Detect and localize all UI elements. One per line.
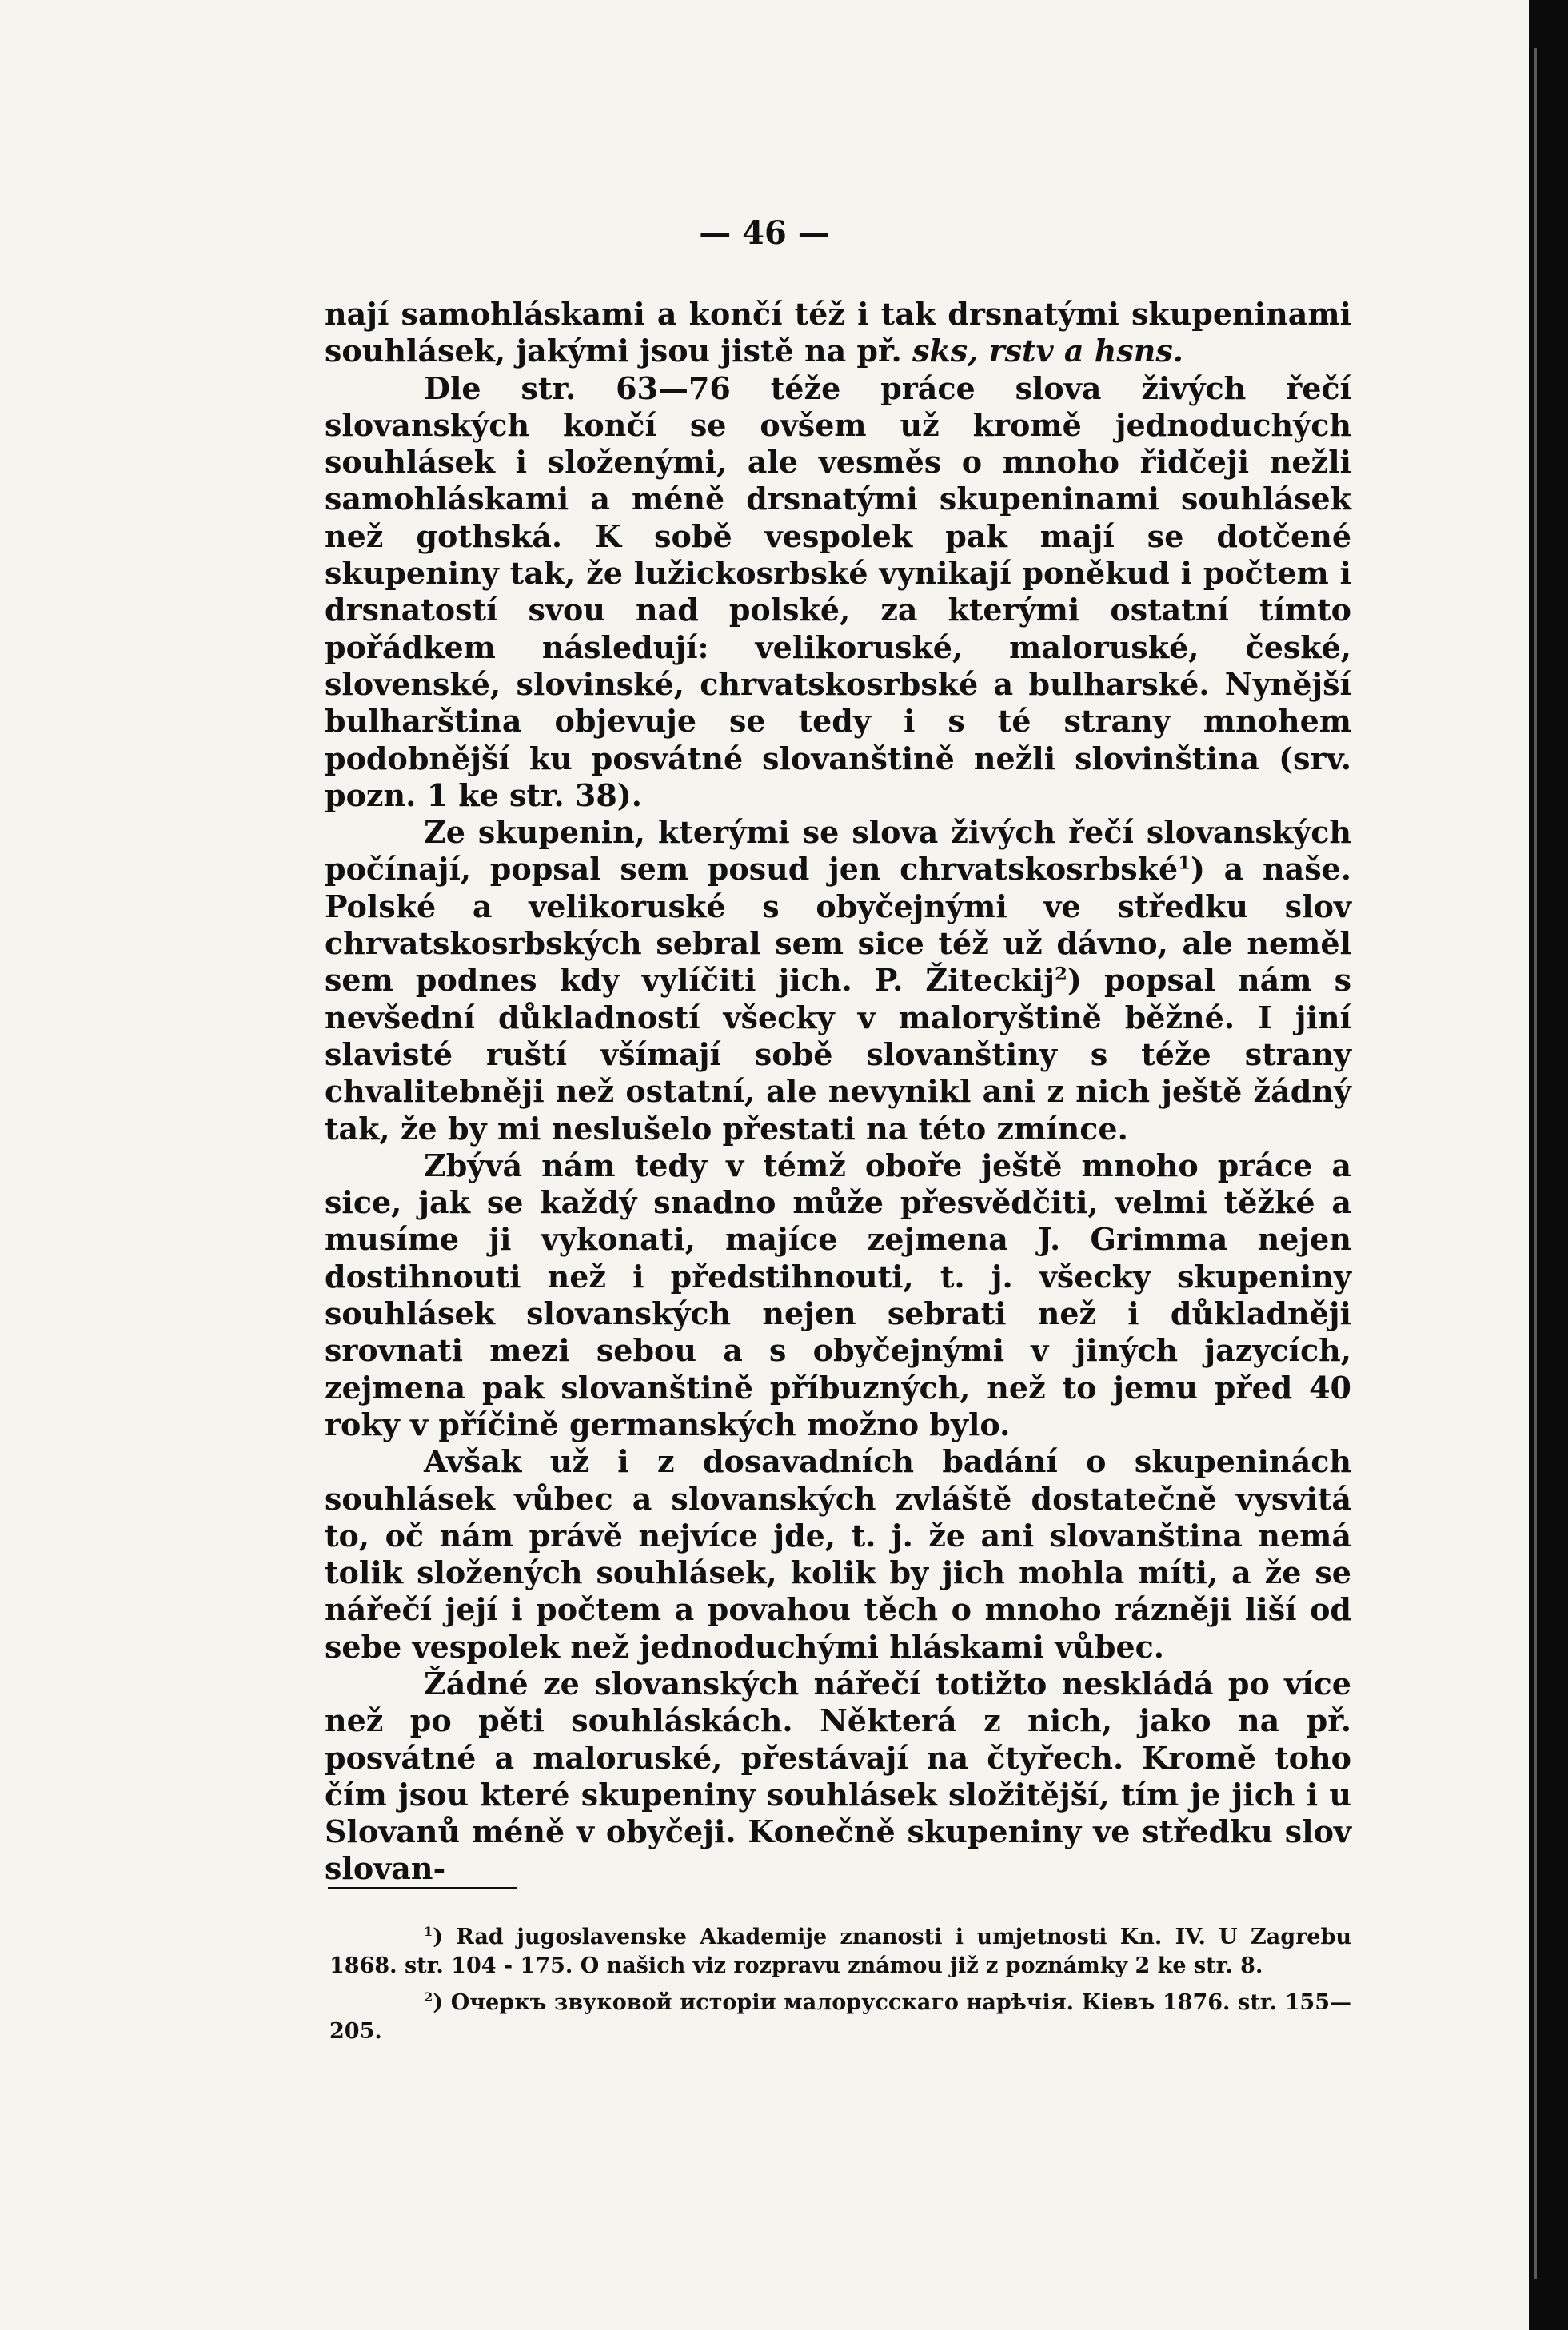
paragraph-3-text-start: Ze skupenin, kterými se slova živých řečí slovanských počínají, popsal sem posud jen chrvatskosrbské	[325, 814, 1351, 888]
paragraph-4: Zbývá nám tedy v témž oboře ještě mnoho práce a sice, jak se každý snadno může přesvědčiti, velmi těžké a musíme ji vykonati, majíce zejmena J. Grimma nejen dostihnouti než i předstihnouti, t. j. všecky skupeniny souhlásek slovanských nejen sebrati než i důkladněji srovnati mezi sebou a s obyčejnými v jiných jazycích, zejmena pak slovanštině příbuzných, než to jemu před 40 roky v příčině germanských možno bylo.	[325, 1147, 1351, 1442]
paragraph-1-text: nají samohláskami a končí též i tak drsnatými skupeninami souhlásek, jakými jsou jistě na př.	[325, 296, 1351, 369]
footnote-1-text: ) Rad jugoslavenske Akademije znanosti i umjetnosti Kn. IV. U Zagrebu 1868. str. 104 - 175. O našich viz rozpravu známou již z poznámky 2 ke str. 8.	[329, 1925, 1351, 1978]
footnote-ref-2: 2	[1054, 964, 1067, 985]
paragraph-1-italic-examples: sks, rstv a hsns.	[912, 333, 1183, 369]
paragraph-5: Avšak už i z dosavadních badání o skupeninách souhlásek vůbec a slovanských zvláště dostatečně vysvitá to, oč nám právě nejvíce jde, t. j. že ani slovanština nemá tolik složených souhlásek, kolik by jich mohla míti, a že se nářečí její i počtem a povahou těch o mnoho rázněji liší od sebe vespolek než jednoduchými hláskami vůbec.	[325, 1443, 1351, 1665]
paragraph-2: Dle str. 63—76 téže práce slova živých řečí slovanských končí se ovšem už kromě jednoduchých souhlásek i složenými, ale vesměs o mnoho řidčeji nežli samohláskami a méně drsnatými skupeninami souhlásek než gothská. K sobě vespolek pak mají se dotčené skupeniny tak, že lužickosrbské vynikají poněkud i počtem i drsnatostí svou nad polské, za kterými ostatní tímto pořádkem následují: velikoruské, maloruské, české, slovenské, slovinské, chrvatskosrbské a bulharské. Nynější bulharština objevuje se tedy i s té strany mnohem podobnější ku posvátné slovanštině nežli slovinština (srv. pozn. 1 ke str. 38).	[325, 369, 1351, 813]
page-number: — 46 —	[699, 214, 830, 252]
footnote-2	[329, 1989, 1351, 2046]
paragraph-6: Žádné ze slovanských nářečí totižto neskládá po více než po pěti souhláskách. Některá z nich, jako na př. posvátné a maloruské, přestávají na čtyřech. Kromě toho čím jsou které skupeniny souhlásek složitější, tím je jich i u Slovanů méně v obyčeji. Konečně skupeniny ve středku slov slovan-	[325, 1665, 1351, 1887]
page-edge-line	[1534, 48, 1537, 2279]
footnote-1	[329, 1923, 1351, 1981]
paragraph-3-text-end: ) popsal nám s nevšední důkladností všecky v malorуštině běžné. I jiní slavisté ruští všímají sobě slovanštiny s téže strany chvalitebněji než ostatní, ale nevynikl ani z nich ještě žádný tak, že by mi neslušelo přestati na této zmínce.	[325, 962, 1351, 1147]
body-text	[325, 296, 1351, 1888]
footnotes	[329, 1923, 1351, 2054]
footnote-ref-1: 1	[1178, 852, 1191, 874]
paragraph-3-text-middle: ) a naše. Polské a velikoruské s obyčejnými ve středku slov chrvatskosrbských sebral sem sice též už dávno, ale neměl sem podnes kdy vylíčiti jich. P. Žiteckij	[325, 851, 1351, 999]
footnote-2-mark: 2	[424, 1989, 433, 2005]
footnote-divider	[328, 1887, 517, 1889]
footnote-2-text: ) Очеркъ звуковой исторіи малорусскаго нарѣчія. Кіевъ 1876. str. 155—205.	[329, 1990, 1351, 2044]
footnote-1-mark: 1	[424, 1924, 433, 1939]
paragraph-3	[325, 814, 1351, 1147]
paragraph-1	[325, 296, 1351, 370]
